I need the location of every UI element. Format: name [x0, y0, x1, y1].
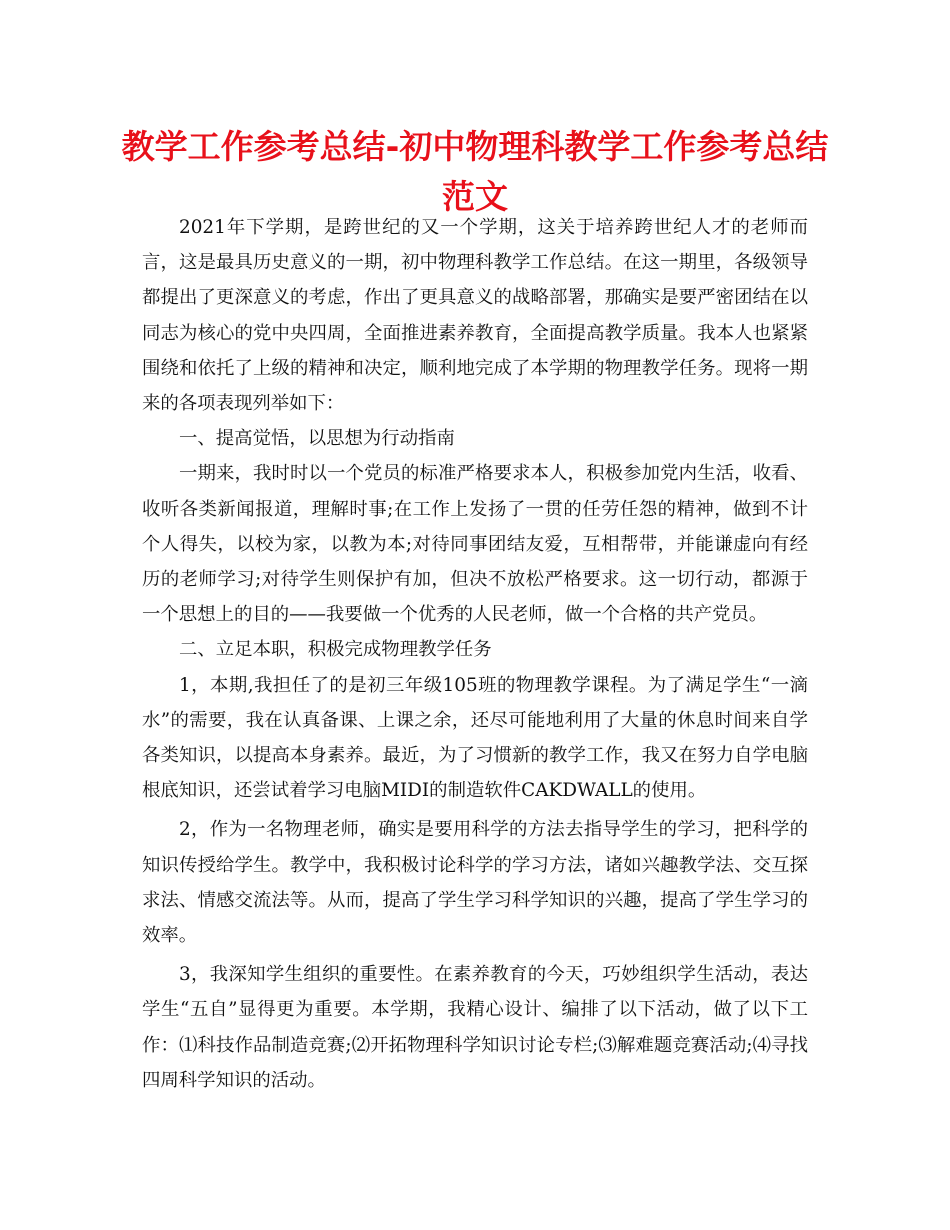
paragraph-item-3: 3，我深知学生组织的重要性。在素养教育的今天，巧妙组织学生活动，表达学生“五自”显得更为重要。本学期，我精心设计、编排了以下活动，做了以下工作：⑴科技作品制造竞赛;⑵开拓物理科学知识讨论专栏;⑶解难题竞赛活动;⑷寻找四周科学知识的活动。: [142, 964, 808, 1091]
paragraph-intro: 2021年下学期，是跨世纪的又一个学期，这关于培养跨世纪人才的老师而言，这是最具历史意义的一期，初中物理科教学工作总结。在这一期里，各级领导都提出了更深意义的考虑，作出了更具意义的战略部署，那确实是要严密团结在以同志为核心的党中央四周，全面推进素养教育，全面提高教学质量。我本人也紧紧围绕和依托了上级的精神和决定，顺利地完成了本学期的物理教学任务。现将一期来的各项表现列举如下：: [142, 217, 808, 415]
paragraph-item-1: 1，本期,我担任了的是初三年级105班的物理教学课程。为了满足学生“一滴水”的需要，我在认真备课、上课之余，还尽可能地利用了大量的休息时间来自学各类知识，以提高本身素养。最近，为了习惯新的教学工作，我又在努力自学电脑根底知识，还尝试着学习电脑MIDI的制造软件CAKDWALL的使用。: [142, 674, 808, 802]
paragraph-item-2: 2，作为一名物理老师，确实是要用科学的方法去指导学生的学习，把科学的知识传授给学生。教学中，我积极讨论科学的学习方法，诸如兴趣教学法、交互探求法、情感交流法等。从而，提高了学生学习科学知识的兴趣，提高了学生学习的效率。: [142, 819, 808, 947]
document-body: [142, 210, 808, 1098]
document-title: 教学工作参考总结-初中物理科教学工作参考总结范文: [121, 127, 829, 216]
section-heading-2: 二、立足本职，积极完成物理教学任务: [179, 639, 492, 661]
section-heading-1: 一、提高觉悟，以思想为行动指南: [179, 428, 455, 450]
paragraph-section-1: 一期来，我时时以一个党员的标准严格要求本人，积极参加党内生活，收看、收听各类新闻报道，理解时事;在工作上发扬了一贯的任劳任怨的精神，做到不计个人得失，以校为家，以教为本;对待同事团结友爱，互相帮带，并能谦虚向有经历的老师学习;对待学生则保护有加，但决不放松严格要求。这一切行动，都源于一个思想上的目的——我要做一个优秀的人民老师，做一个合格的共产党员。: [142, 463, 808, 626]
